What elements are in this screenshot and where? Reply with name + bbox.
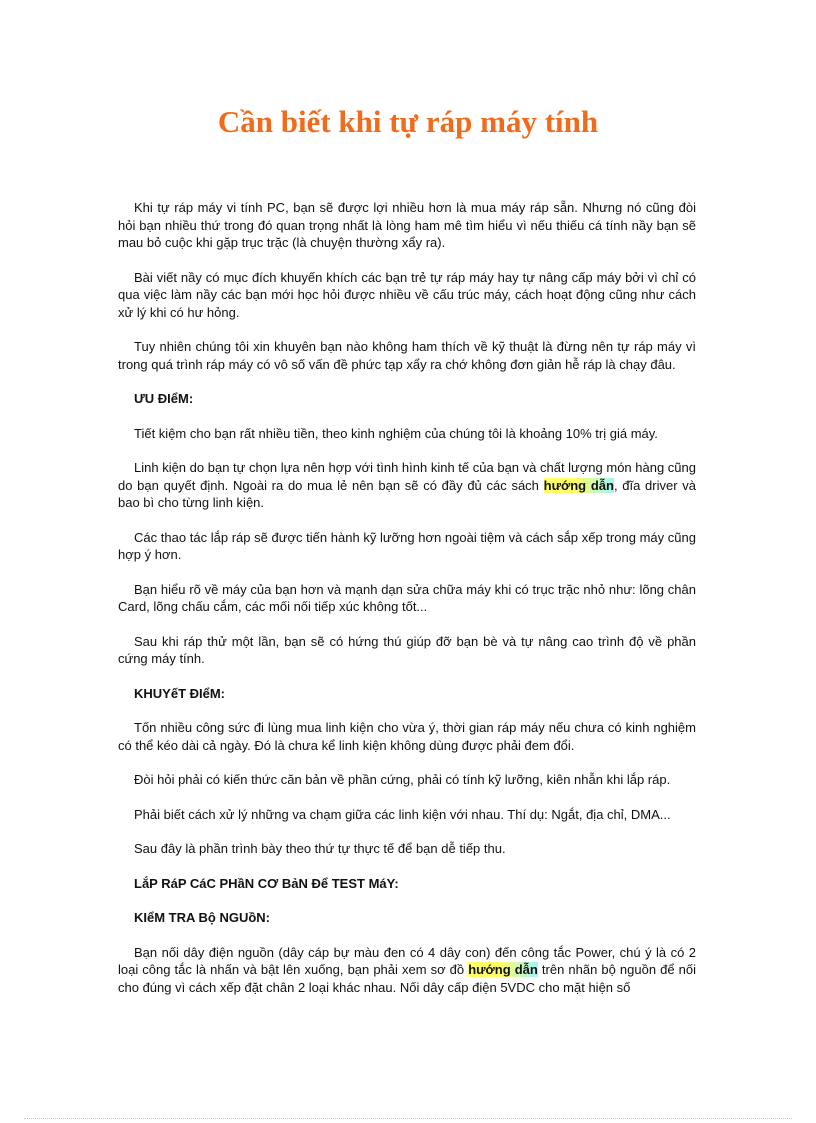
pro-2-text-before: Linh kiện do bạn tự chọn lựa nên hợp với tình hình kinh tế của bạn và chất lượng món hàng cũng do bạn quyết định. Ngoài ra do mua lẻ nên bạn sẽ có đầy đủ các sách: [118, 460, 696, 493]
paragraph-con-2: Đòi hỏi phải có kiến thức căn bản về phần cứng, phải có tính kỹ lưỡng, kiên nhẫn khi lắp ráp.: [134, 772, 671, 787]
paragraph-intro-2: Bài viết nầy có mục đích khuyến khích các bạn trẻ tự ráp máy hay tự nâng cấp máy bởi vì chỉ có qua việc làm nầy các bạn mới học hỏi được nhiều về cấu trúc máy, cách hoạt động cũng như cách xử lý khi có hư hỏng.: [118, 269, 696, 320]
section-heading-assembly: LắP RáP CáC PHầN CƠ BảN Để TEST MáY:: [134, 875, 399, 891]
section-heading-pros: ƯU ĐIểM:: [134, 391, 194, 406]
paragraph-pro-3: Các thao tác lắp ráp sẽ được tiến hành kỹ lưỡng hơn ngoài tiệm và cách sắp xếp trong máy cũng hợp ý hơn.: [118, 529, 696, 562]
section-heading-psu: KIểM TRA Bộ NGUồN:: [134, 910, 271, 925]
highlighted-keyword: hướng dẫn: [543, 477, 614, 493]
paragraph-con-4: Sau đây là phần trình bày theo thứ tự thực tế để bạn dễ tiếp thu.: [134, 841, 506, 856]
paragraph-pro-4: Bạn hiểu rõ về máy của bạn hơn và mạnh dạn sửa chữa máy khi có trục trặc nhỏ như: lõng chân Card, lõng chấu cắm, các mối nối tiếp xúc không tốt...: [118, 581, 696, 614]
paragraph-intro-3: Tuy nhiên chúng tôi xin khuyên bạn nào không ham thích về kỹ thuật là đừng nên tự ráp máy vì trong quá trình ráp máy có vô số vấn đề phức tạp xẩy ra chớ không đơn giản hễ ráp là chạy đâu.: [118, 339, 696, 372]
psu-1-text-after: trên nhãn bộ nguồn để nối cho đúng vì cách xếp đặt chân 2 loại khác nhau. Nối dây cấp điện 5VDC cho mặt hiện số: [118, 962, 696, 995]
paragraph-pro-5: Sau khi ráp thử một lần, bạn sẽ có hứng thú giúp đỡ bạn bè và tự nâng cao trình độ về phần cứng máy tính.: [118, 633, 696, 666]
page-title: Cần biết khi tự ráp máy tính: [217, 104, 599, 139]
paragraph-pro-1: Tiết kiệm cho bạn rất nhiều tiền, theo kinh nghiệm của chúng tôi là khoảng 10% trị giá máy.: [134, 425, 658, 441]
page-bottom-dotted-rule: [24, 1118, 792, 1119]
document-body: [118, 199, 696, 1013]
paragraph-con-1: Tốn nhiều công sức đi lùng mua linh kiện cho vừa ý, thời gian ráp máy nếu chưa có kinh nghiệm có thể kéo dài cả ngày. Đó là chưa kể linh kiện không dùng được phải đem đổi.: [118, 720, 696, 753]
psu-1-text-before: Bạn nối dây điện nguồn (dây cáp bự màu đen có 4 dây con) đến công tắc Power, chú ý là có 2 loại công tắc là nhấn và bật lên xuống, bạn phải xem sơ đồ: [118, 944, 696, 977]
paragraph-con-3: Phải biết cách xử lý những va chạm giữa các linh kiện với nhau. Thí dụ: Ngắt, địa chỉ, DMA...: [134, 806, 671, 822]
paragraph-psu-1: [118, 944, 696, 997]
paragraph-intro-1: Khi tự ráp máy vi tính PC, bạn sẽ được lợi nhiều hơn là mua máy ráp sẵn. Nhưng nó cũng đòi hỏi bạn nhiều thứ trong đó quan trọng nhất là lòng ham mê tìm hiểu vì nếu thiếu cá tính nầy bạn sẽ mau bỏ cuộc khi gặp trục trặc (là chuyện thường xẩy ra).: [118, 200, 696, 250]
highlighted-keyword: hướng dẫn: [468, 962, 538, 977]
pro-2-text-after: , đĩa driver và bao bì cho từng linh kiện.: [118, 477, 696, 510]
paragraph-pro-2: [118, 459, 696, 512]
section-heading-cons: KHUYếT ĐIểM:: [134, 685, 226, 701]
